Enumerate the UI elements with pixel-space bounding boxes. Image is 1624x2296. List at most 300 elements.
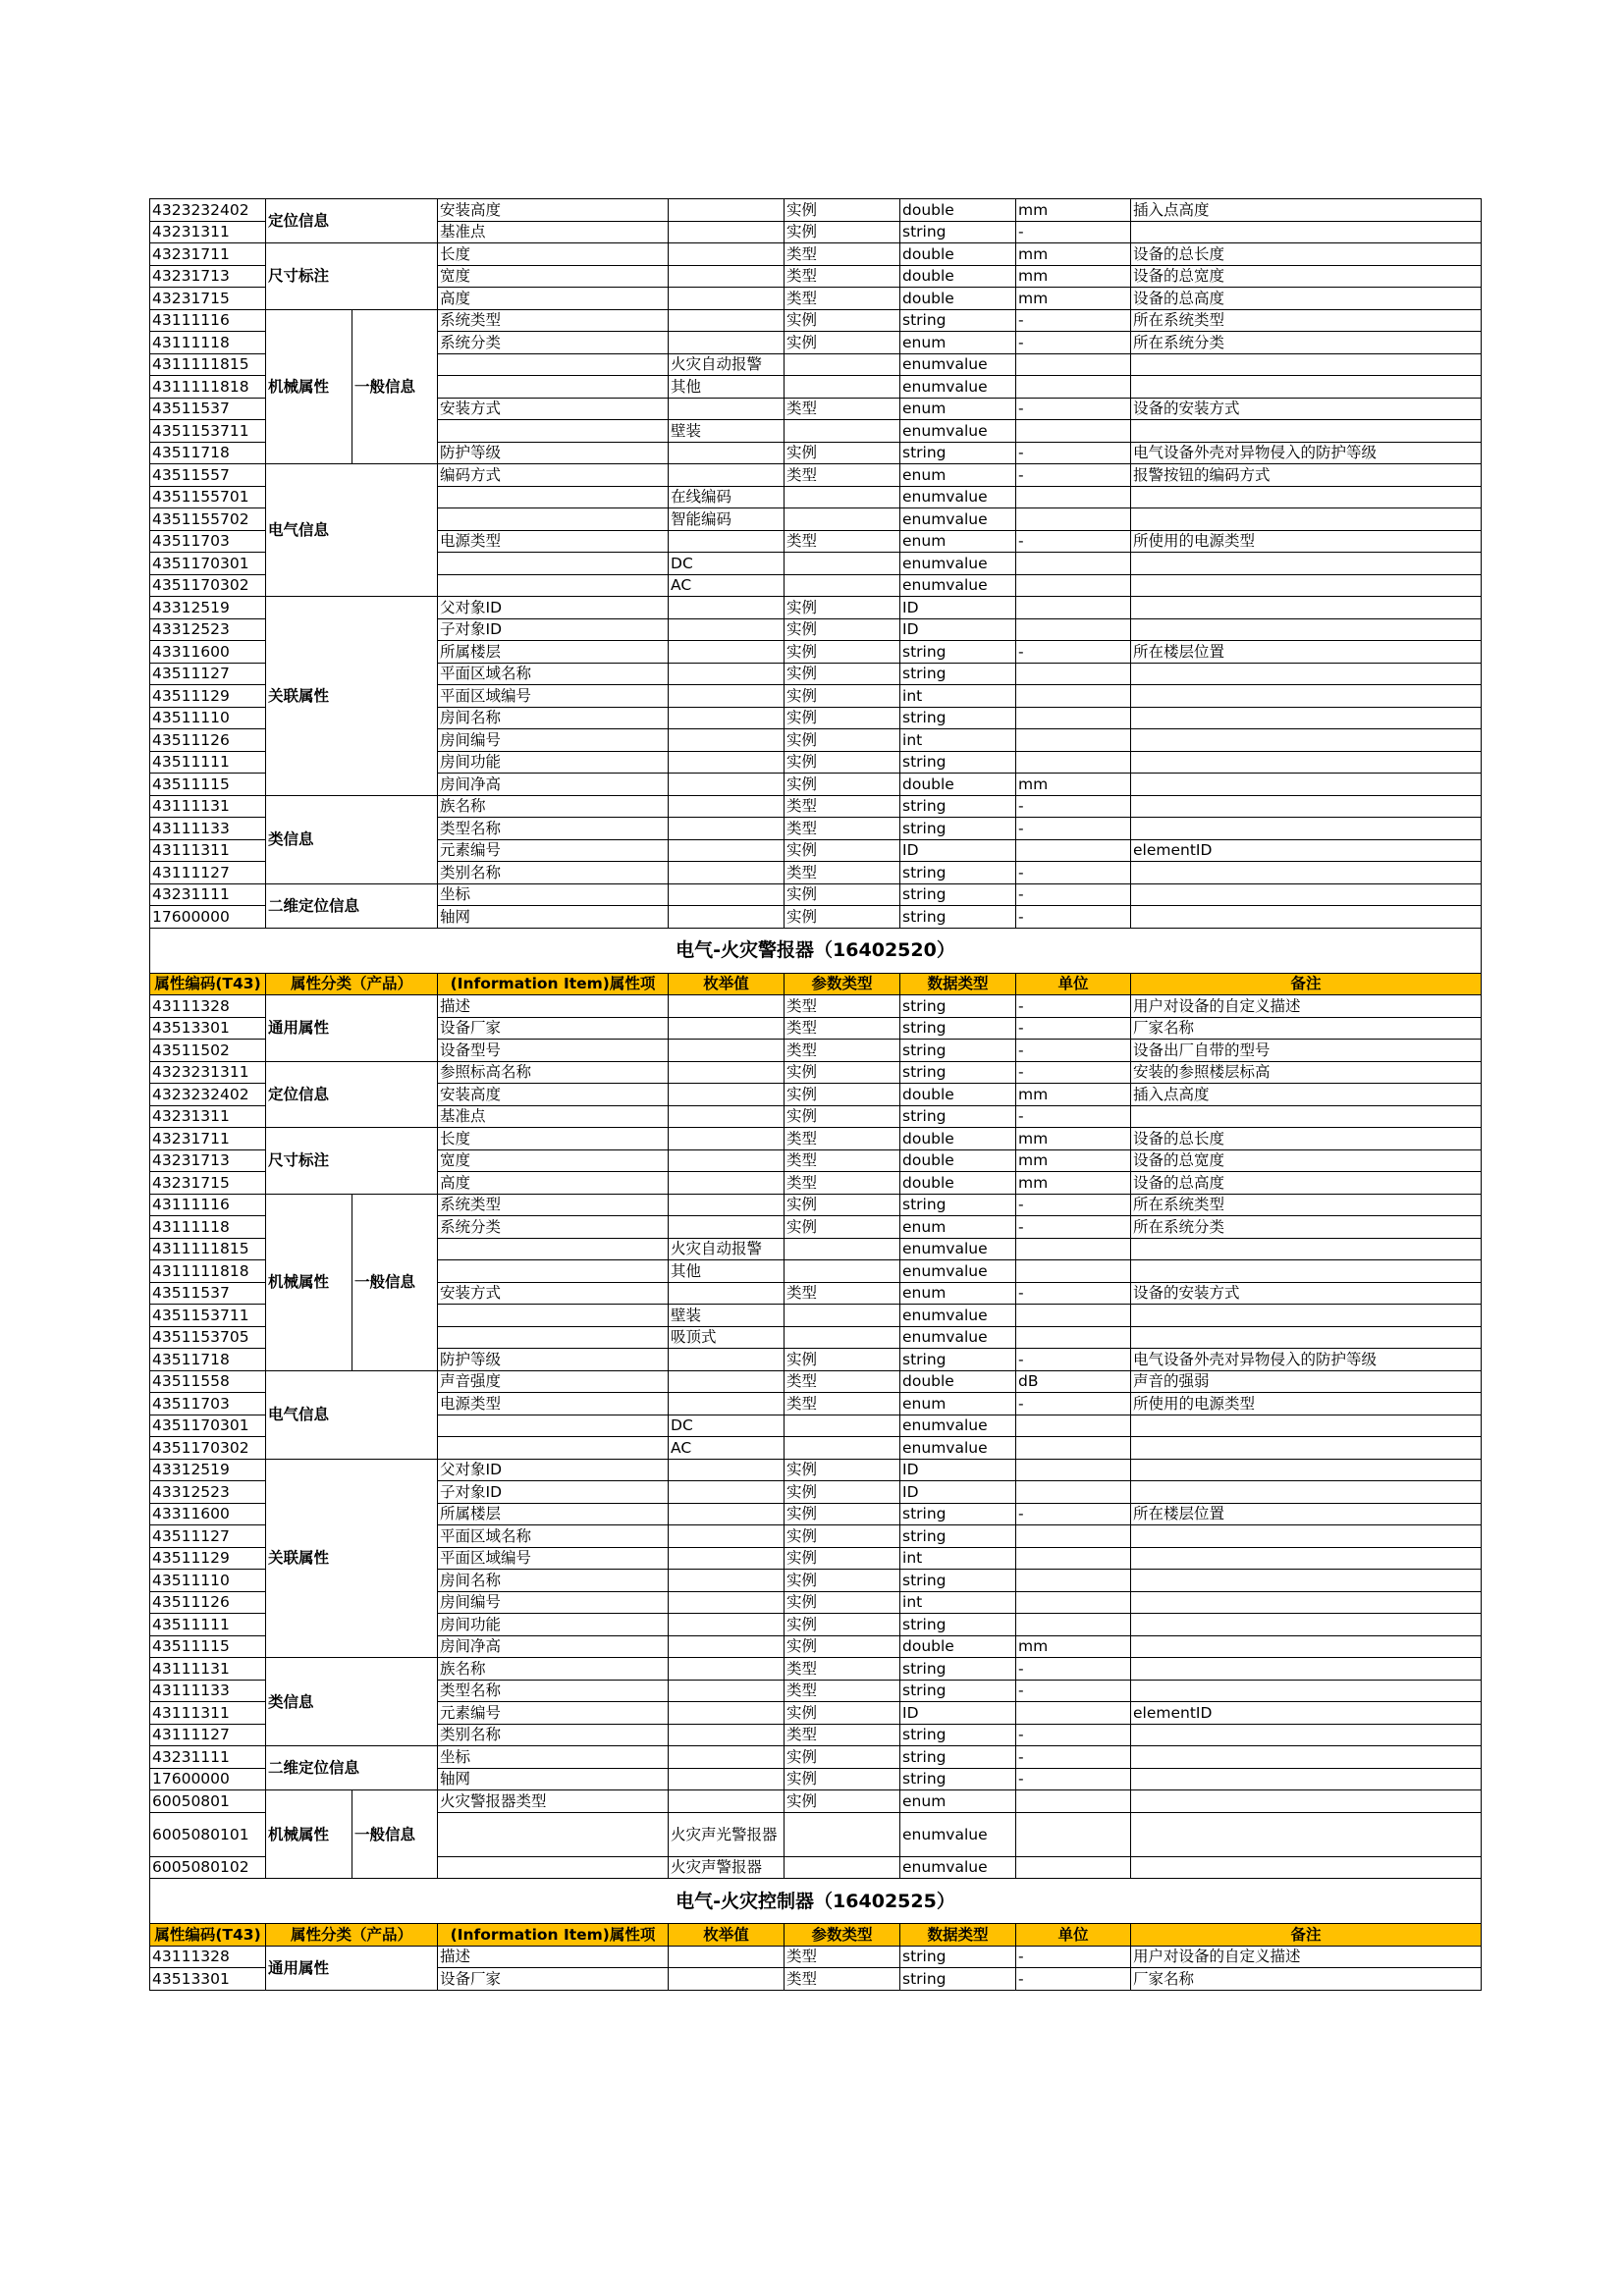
cell-note — [1131, 663, 1482, 685]
cell-param-type: 实例 — [785, 1061, 900, 1084]
cell-data-type: string — [900, 862, 1016, 884]
cell-enum — [669, 1946, 785, 1968]
cell-data-type: enum — [900, 1216, 1016, 1239]
cell-data-type: double — [900, 288, 1016, 310]
cell-unit: - — [1016, 1768, 1131, 1790]
cell-note: 插入点高度 — [1131, 199, 1482, 222]
cell-note — [1131, 1570, 1482, 1592]
cell-code: 43111131 — [150, 795, 266, 818]
cell-note — [1131, 1415, 1482, 1437]
cell-unit — [1016, 1790, 1131, 1813]
cell-item: 安装高度 — [438, 1084, 669, 1106]
cell-note: 用户对设备的自定义描述 — [1131, 1946, 1482, 1968]
cell-item — [438, 1415, 669, 1437]
cell-code: 43312519 — [150, 597, 266, 619]
cell-code: 43511110 — [150, 707, 266, 729]
cell-item: 声音强度 — [438, 1370, 669, 1393]
cell-item: 房间功能 — [438, 751, 669, 774]
cell-code: 43511129 — [150, 685, 266, 708]
cell-enum — [669, 1680, 785, 1702]
cell-enum — [669, 1968, 785, 1991]
cell-param-type: 类型 — [785, 795, 900, 818]
cell-note — [1131, 862, 1482, 884]
cell-enum: DC — [669, 553, 785, 575]
cell-param-type: 实例 — [785, 1635, 900, 1658]
cell-enum — [669, 1635, 785, 1658]
cell-code: 43231711 — [150, 243, 266, 266]
cell-unit: - — [1016, 641, 1131, 664]
cell-data-type: ID — [900, 618, 1016, 641]
cell-note: 安装的参照楼层标高 — [1131, 1061, 1482, 1084]
cell-unit: - — [1016, 309, 1131, 332]
cell-data-type: double — [900, 1084, 1016, 1106]
cell-unit — [1016, 1614, 1131, 1636]
cell-enum — [669, 663, 785, 685]
cell-param-type — [785, 508, 900, 531]
cell-category: 通用属性 — [266, 995, 438, 1062]
cell-data-type: double — [900, 1635, 1016, 1658]
cell-subcategory: 一般信息 — [352, 309, 438, 464]
cell-enum — [669, 442, 785, 464]
cell-note: 报警按钮的编码方式 — [1131, 464, 1482, 487]
cell-param-type: 实例 — [785, 641, 900, 664]
cell-item: 轴网 — [438, 1768, 669, 1790]
cell-param-type: 类型 — [785, 1017, 900, 1040]
cell-param-type: 实例 — [785, 1084, 900, 1106]
cell-code: 43311600 — [150, 1503, 266, 1525]
cell-data-type: enum — [900, 398, 1016, 420]
section-title: 电气-火灾警报器（16402520） — [150, 928, 1482, 973]
cell-note — [1131, 1746, 1482, 1769]
cell-param-type: 实例 — [785, 1547, 900, 1570]
cell-param-type: 实例 — [785, 1525, 900, 1548]
cell-unit: mm — [1016, 199, 1131, 222]
cell-param-type: 实例 — [785, 332, 900, 354]
cell-data-type: string — [900, 1061, 1016, 1084]
cell-param-type: 实例 — [785, 839, 900, 862]
cell-unit — [1016, 1812, 1131, 1856]
cell-enum — [669, 199, 785, 222]
cell-item — [438, 1238, 669, 1260]
cell-param-type: 实例 — [785, 221, 900, 243]
cell-unit: - — [1016, 906, 1131, 929]
cell-data-type: enumvalue — [900, 574, 1016, 597]
cell-data-type: string — [900, 1525, 1016, 1548]
cell-enum — [669, 685, 785, 708]
cell-note: 所使用的电源类型 — [1131, 1393, 1482, 1415]
cell-unit — [1016, 1591, 1131, 1614]
cell-note — [1131, 553, 1482, 575]
cell-enum — [669, 1591, 785, 1614]
header-code: 属性编码(T43) — [150, 1924, 266, 1947]
cell-item — [438, 1856, 669, 1879]
cell-data-type: double — [900, 1172, 1016, 1195]
cell-item: 描述 — [438, 1946, 669, 1968]
cell-enum — [669, 1459, 785, 1481]
cell-unit — [1016, 1702, 1131, 1725]
cell-note — [1131, 420, 1482, 443]
cell-unit: - — [1016, 1040, 1131, 1062]
cell-item: 描述 — [438, 995, 669, 1018]
cell-item: 系统分类 — [438, 332, 669, 354]
cell-code: 43231715 — [150, 288, 266, 310]
cell-code: 43511558 — [150, 1370, 266, 1393]
cell-code: 43511537 — [150, 398, 266, 420]
cell-note — [1131, 707, 1482, 729]
cell-data-type: ID — [900, 839, 1016, 862]
cell-enum — [669, 641, 785, 664]
cell-enum — [669, 1525, 785, 1548]
cell-note: 设备出厂自带的型号 — [1131, 1040, 1482, 1062]
cell-unit — [1016, 839, 1131, 862]
cell-note: elementID — [1131, 1702, 1482, 1725]
cell-param-type: 类型 — [785, 862, 900, 884]
cell-unit: - — [1016, 795, 1131, 818]
cell-item: 系统类型 — [438, 309, 669, 332]
cell-param-type — [785, 1305, 900, 1327]
cell-code: 6005080102 — [150, 1856, 266, 1879]
cell-code: 4323232402 — [150, 199, 266, 222]
cell-data-type: double — [900, 199, 1016, 222]
cell-param-type — [785, 420, 900, 443]
cell-note: 设备的总长度 — [1131, 1128, 1482, 1150]
cell-code: 43111116 — [150, 1194, 266, 1216]
cell-param-type: 实例 — [785, 442, 900, 464]
cell-enum — [669, 1768, 785, 1790]
cell-unit: - — [1016, 1724, 1131, 1746]
cell-unit — [1016, 1547, 1131, 1570]
cell-unit — [1016, 618, 1131, 641]
cell-enum — [669, 288, 785, 310]
cell-code: 43511126 — [150, 729, 266, 752]
cell-param-type: 实例 — [785, 685, 900, 708]
cell-item: 元素编号 — [438, 1702, 669, 1725]
header-col-4: 枚举值 — [669, 1924, 785, 1947]
cell-enum: 其他 — [669, 376, 785, 399]
cell-item: 火灾警报器类型 — [438, 1790, 669, 1813]
cell-note — [1131, 795, 1482, 818]
cell-param-type: 类型 — [785, 818, 900, 840]
cell-data-type: string — [900, 1680, 1016, 1702]
cell-enum: 火灾声光警报器 — [669, 1812, 785, 1856]
cell-unit: - — [1016, 398, 1131, 420]
cell-data-type: string — [900, 1658, 1016, 1681]
cell-unit — [1016, 376, 1131, 399]
cell-code: 43231713 — [150, 1149, 266, 1172]
cell-enum — [669, 818, 785, 840]
cell-item: 安装方式 — [438, 1282, 669, 1305]
cell-enum — [669, 1061, 785, 1084]
cell-param-type: 实例 — [785, 1591, 900, 1614]
cell-unit: mm — [1016, 1128, 1131, 1150]
cell-item: 族名称 — [438, 1658, 669, 1681]
cell-data-type: enum — [900, 1790, 1016, 1813]
cell-note — [1131, 1614, 1482, 1636]
cell-data-type: enumvalue — [900, 1415, 1016, 1437]
cell-data-type: enum — [900, 530, 1016, 553]
cell-data-type: double — [900, 265, 1016, 288]
cell-item: 长度 — [438, 1128, 669, 1150]
cell-code: 43511127 — [150, 663, 266, 685]
cell-param-type: 类型 — [785, 1393, 900, 1415]
cell-param-type: 类型 — [785, 1968, 900, 1991]
cell-note — [1131, 729, 1482, 752]
cell-code: 6005080101 — [150, 1812, 266, 1856]
cell-data-type: string — [900, 1040, 1016, 1062]
cell-enum: 火灾自动报警 — [669, 1238, 785, 1260]
cell-item — [438, 486, 669, 508]
cell-enum: 智能编码 — [669, 508, 785, 531]
cell-param-type: 类型 — [785, 288, 900, 310]
cell-data-type: string — [900, 1570, 1016, 1592]
cell-param-type: 实例 — [785, 1702, 900, 1725]
cell-code: 43511703 — [150, 530, 266, 553]
table-row — [150, 199, 1482, 222]
cell-enum — [669, 1503, 785, 1525]
cell-data-type: double — [900, 1370, 1016, 1393]
cell-param-type — [785, 1260, 900, 1283]
cell-code: 4351170301 — [150, 553, 266, 575]
cell-note: 厂家名称 — [1131, 1968, 1482, 1991]
cell-param-type: 实例 — [785, 1459, 900, 1481]
cell-unit: - — [1016, 1349, 1131, 1371]
cell-item: 族名称 — [438, 795, 669, 818]
header-col-8: 备注 — [1131, 973, 1482, 995]
cell-item: 高度 — [438, 1172, 669, 1195]
cell-code: 4351153705 — [150, 1326, 266, 1349]
cell-item: 系统类型 — [438, 1194, 669, 1216]
table-row — [150, 1746, 1482, 1769]
cell-subcategory: 一般信息 — [352, 1194, 438, 1370]
cell-category: 类信息 — [266, 795, 438, 883]
cell-data-type: string — [900, 1968, 1016, 1991]
section-title: 电气-火灾控制器（16402525） — [150, 1879, 1482, 1924]
cell-unit: mm — [1016, 774, 1131, 796]
cell-item: 房间名称 — [438, 707, 669, 729]
cell-param-type — [785, 1437, 900, 1460]
table-row — [150, 1370, 1482, 1393]
cell-unit: mm — [1016, 1172, 1131, 1195]
cell-item: 参照标高名称 — [438, 1061, 669, 1084]
cell-enum — [669, 309, 785, 332]
cell-unit — [1016, 1305, 1131, 1327]
cell-note — [1131, 618, 1482, 641]
cell-note — [1131, 353, 1482, 376]
cell-data-type: enumvalue — [900, 1305, 1016, 1327]
cell-code: 4311111815 — [150, 1238, 266, 1260]
cell-param-type — [785, 1415, 900, 1437]
cell-note — [1131, 376, 1482, 399]
cell-enum: 火灾声警报器 — [669, 1856, 785, 1879]
cell-item — [438, 1305, 669, 1327]
cell-note — [1131, 1790, 1482, 1813]
cell-data-type: int — [900, 685, 1016, 708]
cell-note: 设备的安装方式 — [1131, 398, 1482, 420]
cell-unit: mm — [1016, 265, 1131, 288]
cell-enum — [669, 883, 785, 906]
cell-note: 设备的安装方式 — [1131, 1282, 1482, 1305]
cell-enum: DC — [669, 1415, 785, 1437]
cell-data-type: string — [900, 1614, 1016, 1636]
cell-item: 平面区域编号 — [438, 685, 669, 708]
cell-item: 类型名称 — [438, 1680, 669, 1702]
cell-category: 电气信息 — [266, 464, 438, 597]
cell-unit — [1016, 1481, 1131, 1504]
cell-unit: - — [1016, 1017, 1131, 1040]
cell-note — [1131, 1459, 1482, 1481]
cell-data-type: enumvalue — [900, 553, 1016, 575]
header-col-6: 数据类型 — [900, 973, 1016, 995]
cell-item — [438, 376, 669, 399]
cell-data-type: enum — [900, 1393, 1016, 1415]
cell-code: 43312519 — [150, 1459, 266, 1481]
cell-code: 4351153711 — [150, 1305, 266, 1327]
cell-code: 4311111818 — [150, 376, 266, 399]
cell-note — [1131, 1812, 1482, 1856]
cell-note — [1131, 751, 1482, 774]
attribute-table — [149, 198, 1482, 1991]
cell-category: 二维定位信息 — [266, 1746, 438, 1790]
cell-code: 43231311 — [150, 1105, 266, 1128]
cell-note — [1131, 597, 1482, 619]
cell-note — [1131, 574, 1482, 597]
cell-param-type: 实例 — [785, 199, 900, 222]
cell-category: 电气信息 — [266, 1370, 438, 1459]
section-title-row — [150, 1879, 1482, 1924]
cell-unit — [1016, 751, 1131, 774]
cell-item: 平面区域名称 — [438, 1525, 669, 1548]
cell-param-type: 类型 — [785, 265, 900, 288]
cell-unit — [1016, 353, 1131, 376]
cell-unit: - — [1016, 883, 1131, 906]
table-row — [150, 243, 1482, 266]
cell-code: 4351155702 — [150, 508, 266, 531]
cell-data-type: ID — [900, 1702, 1016, 1725]
cell-item: 编码方式 — [438, 464, 669, 487]
cell-param-type: 类型 — [785, 464, 900, 487]
cell-param-type: 类型 — [785, 1946, 900, 1968]
cell-item — [438, 420, 669, 443]
table-row — [150, 995, 1482, 1018]
cell-unit: - — [1016, 862, 1131, 884]
cell-note — [1131, 1680, 1482, 1702]
cell-data-type: double — [900, 1149, 1016, 1172]
cell-code: 43511115 — [150, 774, 266, 796]
cell-item: 子对象ID — [438, 1481, 669, 1504]
cell-note: 所在楼层位置 — [1131, 641, 1482, 664]
cell-data-type: enumvalue — [900, 376, 1016, 399]
cell-note — [1131, 1525, 1482, 1548]
cell-item: 长度 — [438, 243, 669, 266]
cell-note: 所在系统类型 — [1131, 309, 1482, 332]
cell-code: 43111311 — [150, 839, 266, 862]
cell-enum — [669, 530, 785, 553]
cell-param-type: 实例 — [785, 1349, 900, 1371]
cell-unit — [1016, 729, 1131, 752]
cell-param-type — [785, 353, 900, 376]
cell-code: 43513301 — [150, 1968, 266, 1991]
cell-note: 插入点高度 — [1131, 1084, 1482, 1106]
cell-note: 所使用的电源类型 — [1131, 530, 1482, 553]
cell-enum: 火灾自动报警 — [669, 353, 785, 376]
cell-subcategory: 一般信息 — [352, 1790, 438, 1879]
cell-code: 4323232402 — [150, 1084, 266, 1106]
cell-code: 43511537 — [150, 1282, 266, 1305]
cell-unit — [1016, 685, 1131, 708]
cell-enum — [669, 1040, 785, 1062]
cell-item: 房间功能 — [438, 1614, 669, 1636]
cell-enum — [669, 1658, 785, 1681]
cell-enum — [669, 243, 785, 266]
cell-item: 子对象ID — [438, 618, 669, 641]
cell-unit: mm — [1016, 243, 1131, 266]
cell-code: 60050801 — [150, 1790, 266, 1813]
cell-data-type: ID — [900, 1459, 1016, 1481]
cell-param-type: 实例 — [785, 663, 900, 685]
table-row — [150, 1128, 1482, 1150]
header-col-5: 参数类型 — [785, 1924, 900, 1947]
cell-item: 防护等级 — [438, 442, 669, 464]
cell-item — [438, 1812, 669, 1856]
cell-unit: - — [1016, 464, 1131, 487]
cell-data-type: string — [900, 707, 1016, 729]
cell-code: 43111328 — [150, 995, 266, 1018]
cell-code: 43111127 — [150, 862, 266, 884]
cell-category: 关联属性 — [266, 597, 438, 796]
cell-param-type — [785, 376, 900, 399]
cell-item: 防护等级 — [438, 1349, 669, 1371]
cell-unit: - — [1016, 818, 1131, 840]
cell-code: 4351170302 — [150, 1437, 266, 1460]
cell-item: 安装高度 — [438, 199, 669, 222]
cell-enum — [669, 1393, 785, 1415]
cell-item: 设备厂家 — [438, 1017, 669, 1040]
cell-data-type: string — [900, 751, 1016, 774]
header-col-5: 参数类型 — [785, 973, 900, 995]
header-row — [150, 1924, 1482, 1947]
cell-code: 43511115 — [150, 1635, 266, 1658]
cell-unit — [1016, 1525, 1131, 1548]
cell-data-type: string — [900, 641, 1016, 664]
cell-param-type: 实例 — [785, 1216, 900, 1239]
cell-code: 4311111815 — [150, 353, 266, 376]
cell-unit: - — [1016, 332, 1131, 354]
cell-unit: - — [1016, 442, 1131, 464]
cell-unit — [1016, 1459, 1131, 1481]
cell-unit: - — [1016, 1216, 1131, 1239]
cell-note: 所在楼层位置 — [1131, 1503, 1482, 1525]
cell-enum — [669, 1017, 785, 1040]
cell-item: 基准点 — [438, 1105, 669, 1128]
cell-code: 43311600 — [150, 641, 266, 664]
cell-note — [1131, 1547, 1482, 1570]
cell-code: 43111328 — [150, 1946, 266, 1968]
cell-unit — [1016, 553, 1131, 575]
cell-item: 父对象ID — [438, 597, 669, 619]
header-code: 属性编码(T43) — [150, 973, 266, 995]
cell-category: 尺寸标注 — [266, 243, 438, 310]
cell-data-type: enumvalue — [900, 420, 1016, 443]
header-col-7: 单位 — [1016, 973, 1131, 995]
cell-enum — [669, 1547, 785, 1570]
cell-code: 43231311 — [150, 221, 266, 243]
cell-enum — [669, 1149, 785, 1172]
cell-unit: - — [1016, 1194, 1131, 1216]
cell-param-type: 实例 — [785, 597, 900, 619]
cell-item — [438, 553, 669, 575]
cell-unit — [1016, 1570, 1131, 1592]
cell-item: 所属楼层 — [438, 1503, 669, 1525]
